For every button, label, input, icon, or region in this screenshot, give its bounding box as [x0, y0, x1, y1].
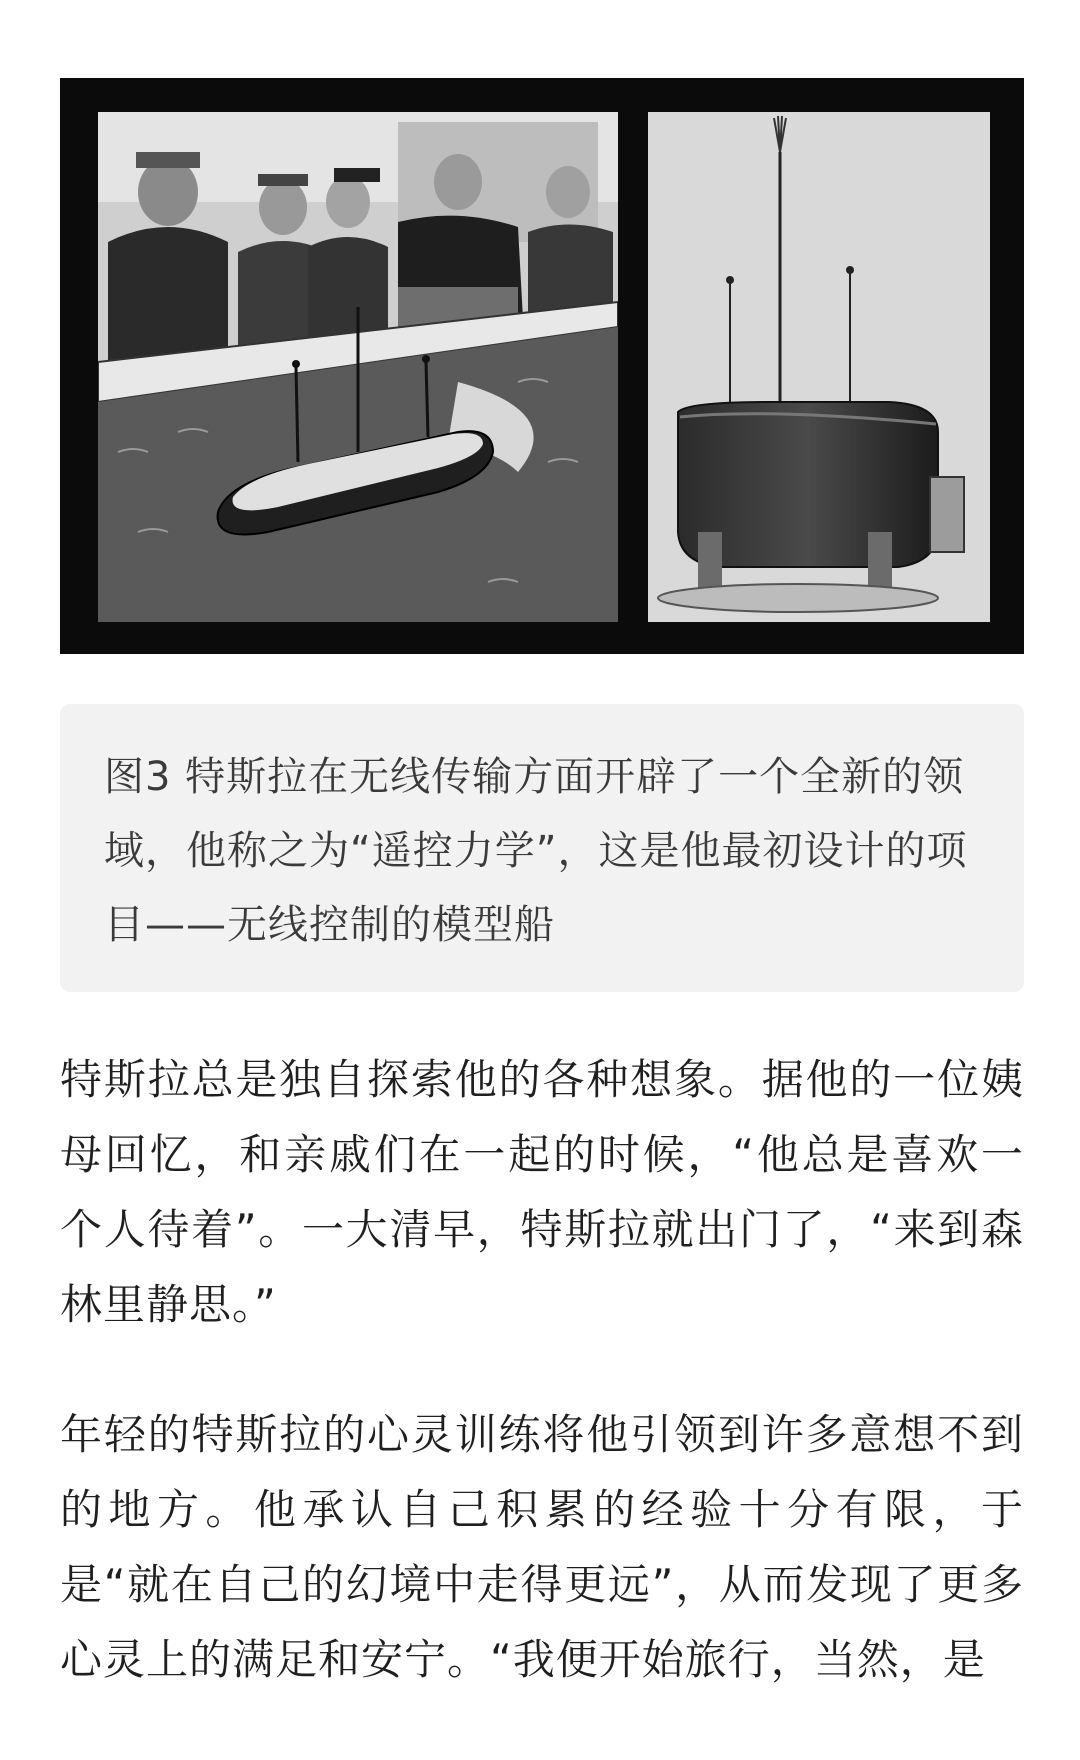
model-boat-photo: [648, 112, 990, 622]
crowd-boat-illustration: [98, 112, 618, 622]
figure-caption: [60, 704, 1024, 992]
body-paragraph: 年轻的特斯拉的心灵训练将他引领到许多意想不到的地方。他承认自己积累的经验十分有限，于是“就在自己的幻境中走得更远”，从而发现了更多心灵上的满足和安宁。“我便开始旅行，当然，是: [60, 1410, 1024, 1684]
body-paragraph: 特斯拉总是独自探索他的各种想象。据他的一位姨母回忆，和亲戚们在一起的时候，“他总是喜欢一个人待着”。一大清早，特斯拉就出门了，“来到森林里静思。”: [60, 1055, 1024, 1329]
figure-3: [60, 78, 1024, 654]
caption-text: 图3 特斯拉在无线传输方面开辟了一个全新的领域，他称之为“遥控力学”，这是他最初设计的项目——无线控制的模型船: [104, 754, 968, 948]
